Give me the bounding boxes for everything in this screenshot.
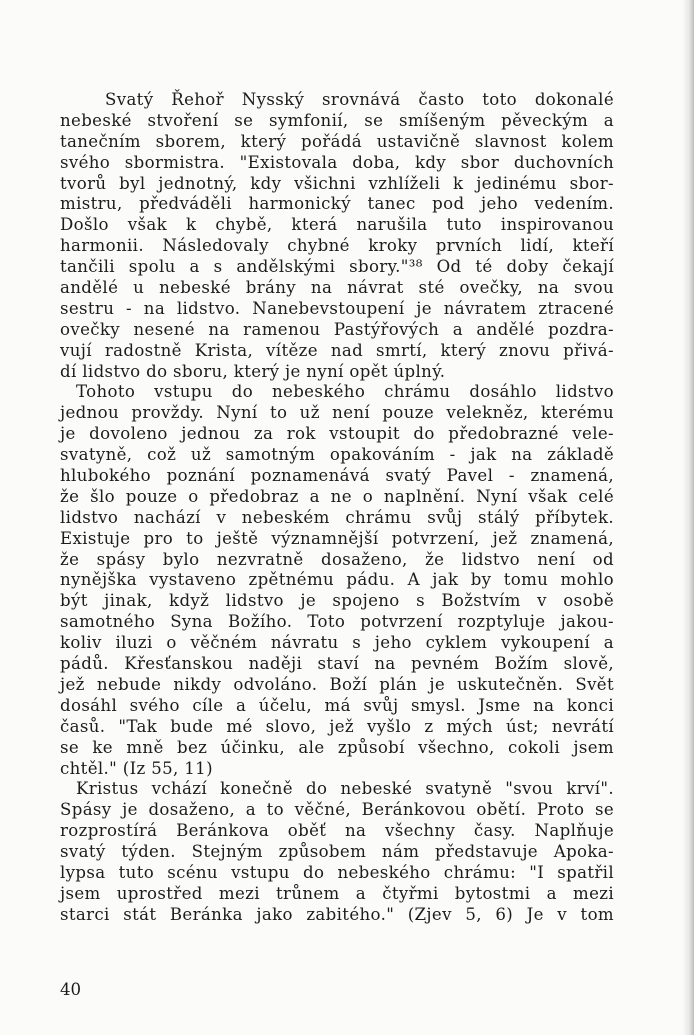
text-line: chtěl." (Iz 55, 11) [60, 758, 213, 778]
text-line: být jinak, když lidstvo je spojeno s Božstvím v osobě [60, 591, 614, 611]
text-line: nynějška vystaveno zpětnému pádu. A jak by tomu mohlo [60, 570, 614, 590]
text-line: pádů. Křesťanskou naději staví na pevném Božím slově, [60, 654, 614, 674]
text-line: Svatý Řehoř Nysský srovnává často toto dokonalé [105, 90, 614, 109]
text-line: Kristus vchází konečně do nebeské svatyně "svou krví". [76, 779, 614, 799]
text-line: Spásy je dosaženo, a to věčné, Beránkovou obětí. Proto se [60, 800, 614, 820]
text-line: se ke mně bez účinku, ale způsobí všechno, cokoli jsem [60, 737, 614, 757]
text-line: jednou provždy. Nyní to už není pouze velekněz, kterému [60, 403, 614, 423]
text-line: Existuje pro to ještě významnější potvrzení, jež znamená, [60, 528, 614, 548]
text-line: Došlo však k chybě, která narušila tuto inspirovanou [60, 215, 614, 235]
text-line: nebeské stvoření se symfonií, se smíšeným pěveckým a [60, 110, 614, 130]
text-line: že spásy bylo nezvratně dosaženo, že lidstvo není od [60, 549, 614, 569]
text-line: dí lidstvo do sboru, který je nyní opět úplný. [60, 361, 446, 381]
text-line: jež nebude nikdy odvoláno. Boží plán je uskutečněn. Svět [60, 674, 614, 694]
text-line: Tohoto vstupu do nebeského chrámu dosáhlo lidstvo [76, 382, 614, 402]
text-line: ovečky nesené na ramenou Pastýřových a andělé pozdra- [60, 319, 614, 339]
text-line: je dovoleno jednou za rok vstoupit do předobrazné vele- [60, 424, 614, 444]
text-line: svého sbormistra. "Existovala doba, kdy sbor duchovních [60, 152, 614, 172]
text-line: samotného Syna Božího. Toto potvrzení rozptyluje jakou- [60, 612, 614, 632]
page-edge-shadow [682, 0, 694, 1035]
text-line: harmonii. Následovaly chybné kroky prvních lidí, kteří [60, 236, 614, 256]
text-line: že šlo pouze o předobraz a ne o naplnění. Nyní však celé [60, 486, 614, 506]
text-line: rozprostírá Beránkova oběť na všechny časy. Naplňuje [60, 821, 614, 841]
text-line: sestru - na lidstvo. Nanebevstoupení je návratem ztracené [60, 298, 614, 318]
text-line: svatý týden. Stejným způsobem nám představuje Apoka- [60, 842, 614, 862]
page-text [60, 90, 614, 926]
text-line: hlubokého poznání poznamenává svatý Pavel - znamená, [60, 466, 614, 486]
text-line: lidstvo nachází v nebeském chrámu svůj stálý příbytek. [60, 507, 614, 527]
page-number: 40 [60, 980, 82, 999]
text-line: jsem uprostřed mezi trůnem a čtyřmi bytostmi a mezi [60, 883, 614, 903]
text-line: koliv iluzi o věčném návratu s jeho cyklem vykoupení a [60, 633, 614, 653]
text-line: tvorů byl jednotný, kdy všichni vzhlíželi k jedinému sbor- [60, 173, 614, 193]
text-line: vují radostně Krista, vítěze nad smrtí, který znovu přivá- [60, 340, 614, 360]
text-line: lypsa tuto scénu vstupu do nebeského chrámu: "I spatřil [60, 862, 614, 882]
text-line: časů. "Tak bude mé slovo, jež vyšlo z mých úst; nevrátí [60, 716, 614, 736]
text-line: dosáhl svého cíle a účelu, má svůj smysl. Jsme na konci [60, 695, 614, 715]
text-line: starci stát Beránka jako zabitého." (Zjev 5, 6) Je v tom [60, 904, 614, 924]
text-line: tanečním sborem, který pořádá ustavičně slavnost kolem [60, 131, 614, 151]
text-line: andělé u nebeské brány na návrat sté ovečky, na svou [60, 278, 614, 298]
text-line: svatyně, což už samotným opakováním - jak na základě [60, 445, 614, 465]
text-line: mistru, předváděli harmonický tanec pod jeho vedením. [60, 194, 614, 214]
text-line: tančili spolu a s andělskými sbory."³⁸ Od té doby čekají [60, 257, 614, 277]
